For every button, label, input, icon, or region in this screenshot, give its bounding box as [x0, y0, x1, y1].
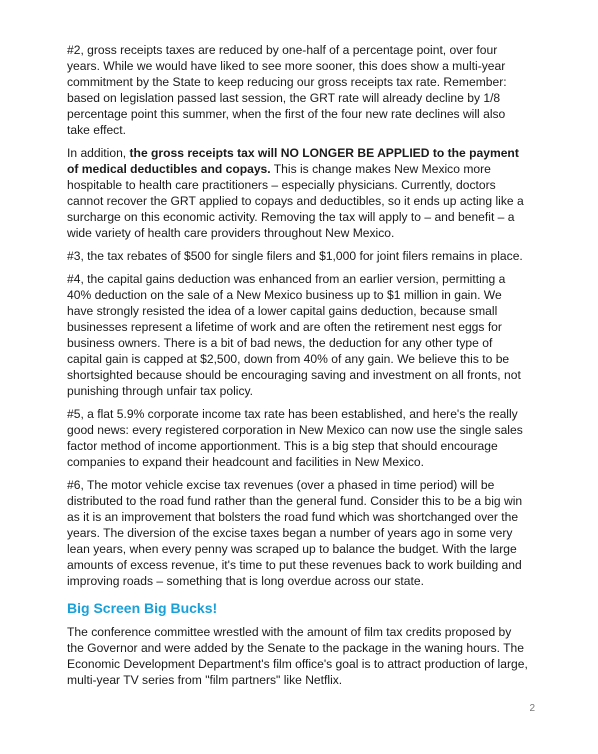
- page-number: 2: [529, 703, 535, 714]
- paragraph-body-text: This is change makes New Mexico more hospitable to health care practitioners – especially physicians. Currently, doctors cannot recover the GRT applied to copays and deductibles, so it ends up acting like a surcharge on this economic activity. Removing the tax will apply to – and benefit – a wide variety of health care providers throughout New Mexico.: [67, 162, 524, 240]
- paragraph-motor-vehicle-excise: #6, The motor vehicle excise tax revenues (over a phased in time period) will be distributed to the road fund rather than the general fund. Consider this to be a big win as it is an improvement that bolsters the road fund which was shortchanged over the years. The diversion of the excise taxes began a number of years ago in some very lean years, when every penny was scraped up to balance the budget. With the large amounts of excess revenue, it's time to put these revenues back to work building and improving roads – something that is long overdue across our state.: [67, 478, 523, 588]
- section-heading: Big Screen Big Bucks!: [67, 600, 218, 616]
- paragraph-medical-deductibles: [67, 145, 529, 241]
- paragraph-gross-receipts-reduction: #2, gross receipts taxes are reduced by one-half of a percentage point, over four years. While we would have liked to see more sooner, this does show a multi-year commitment by the State to keep reducing our gross receipts tax rate. Remember: based on legislation passed last session, the GRT rate will already decline by 1/8 percentage point this summer, when the first of the four new rate declines will also take effect.: [67, 43, 507, 137]
- paragraph-film-tax-credits: The conference committee wrestled with the amount of film tax credits proposed by the Governor and were added by the Senate to the package in the waning hours. The Economic Development Department's film office's goal is to attract production of large, multi-year TV series from "film partners" like Netflix.: [67, 625, 528, 687]
- emphasis-text: the gross receipts tax will NO LONGER BE APPLIED to the payment of medical deductibles and copays.: [67, 146, 519, 176]
- paragraph-lead-text: In addition,: [67, 146, 130, 160]
- paragraph-capital-gains: #4, the capital gains deduction was enhanced from an earlier version, permitting a 40% deduction on the sale of a New Mexico business up to $1 million in gain. We have strongly resisted the idea of a lower capital gains deduction, because small businesses represent a lifetime of work and are often the retirement nest eggs for business owners. There is a bit of bad news, the deduction for any other type of capital gain is capped at $2,500, down from 40% of any gain. We believe this to be shortsighted because should be encouraging saving and investment on all fronts, not punishing through unfair tax policy.: [67, 272, 521, 398]
- document-body: [67, 42, 529, 695]
- paragraph-corporate-income-tax: #5, a flat 5.9% corporate income tax rate has been established, and here's the really good news: every registered corporation in New Mexico can now use the single sales factor method of income apportionment. This is a big step that should encourage companies to expand their headcount and facilities in New Mexico.: [67, 407, 523, 469]
- paragraph-tax-rebates: #3, the tax rebates of $500 for single filers and $1,000 for joint filers remains in place.: [67, 249, 523, 263]
